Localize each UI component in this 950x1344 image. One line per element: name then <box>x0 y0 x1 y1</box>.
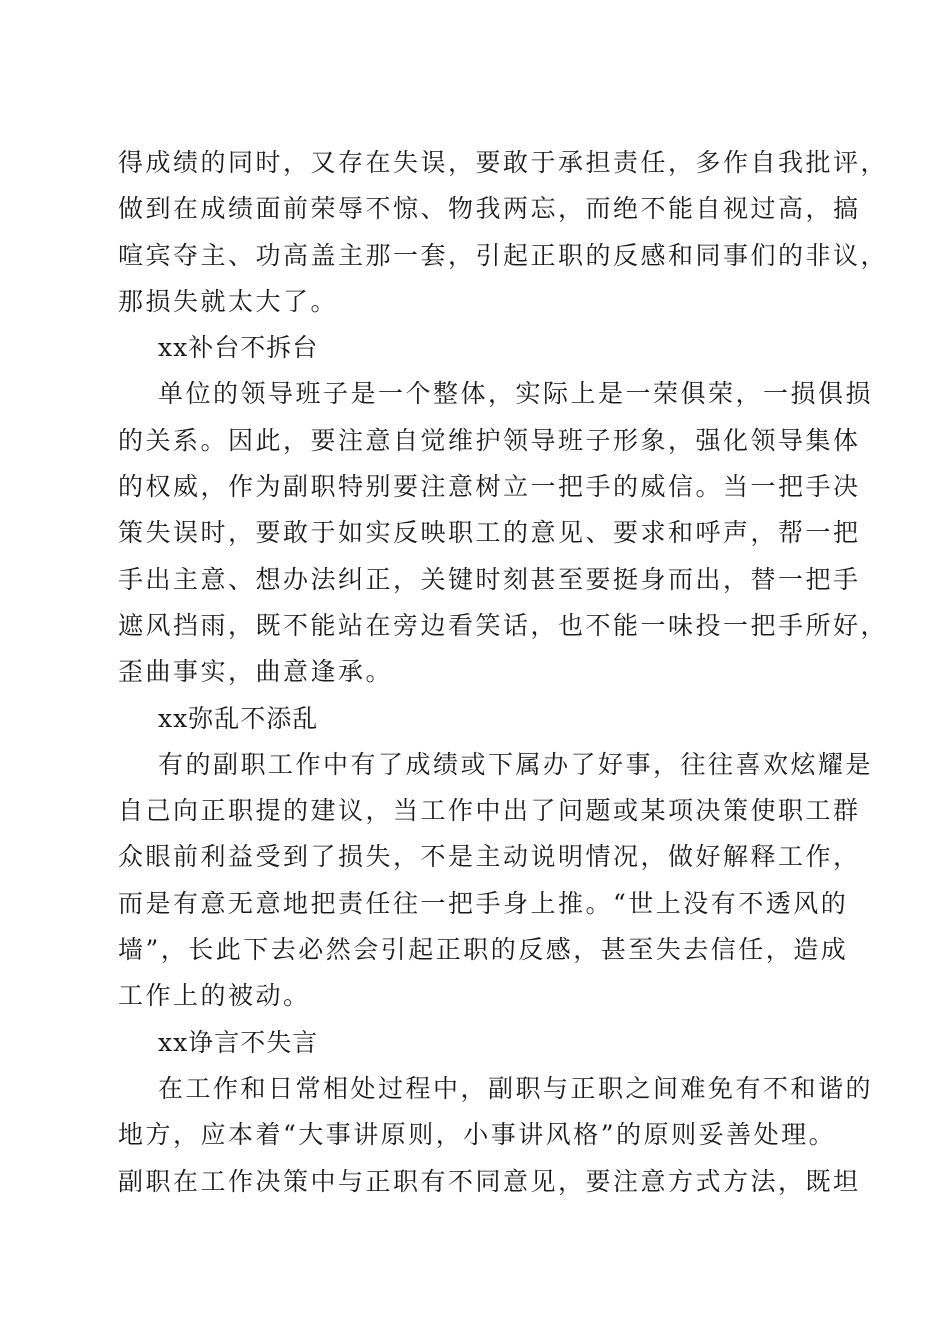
section-heading: xx诤言不失言 <box>158 1027 319 1057</box>
paragraph-line: 的权威，作为副职特别要注意树立一把手的威信。当一把手决 <box>118 472 861 502</box>
paragraph-line: 做到在成绩面前荣辱不惊、物我两忘，而绝不能自视过高，搞 <box>118 194 861 224</box>
paragraph-line: 歪曲事实，曲意逢承。 <box>118 657 394 687</box>
paragraph-line: 副职在工作决策中与正职有不同意见，要注意方式方法，既坦 <box>118 1166 861 1196</box>
paragraph-line: 自己向正职提的建议，当工作中出了问题或某项决策使职工群 <box>118 796 861 826</box>
paragraph-line: 在工作和日常相处过程中，副职与正职之间难免有不和谐的 <box>158 1073 874 1103</box>
section-heading: xx弥乱不添乱 <box>158 703 319 733</box>
paragraph-line: 得成绩的同时，又存在失误，要敢于承担责任，多作自我批评， <box>118 148 889 177</box>
paragraph-line: 地方，应本着“大事讲原则，小事讲风格”的原则妥善处理。 <box>118 1120 837 1150</box>
body-text <box>118 140 889 1205</box>
paragraph-line: 而是有意无意地把责任往一把手身上推。“世上没有不透风的 <box>118 888 849 918</box>
paragraph-line: 策失误时，要敢于如实反映职工的意见、要求和呼声，帮一把 <box>118 518 861 548</box>
paragraph-line: 墙”，长此下去必然会引起正职的反感，甚至失去信任，造成 <box>118 935 849 965</box>
paragraph-line: 有的副职工作中有了成绩或下属办了好事，往往喜欢炫耀是 <box>158 749 874 779</box>
paragraph-line: 手出主意、想办法纠正，关键时刻甚至要挺身而出，替一把手 <box>118 564 861 594</box>
section-heading: xx补台不拆台 <box>158 333 319 363</box>
paragraph-line: 遮风挡雨，既不能站在旁边看笑话，也不能一味投一把手所好， <box>118 610 889 640</box>
paragraph-line: 工作上的被动。 <box>118 981 311 1011</box>
paragraph-line: 的关系。因此，要注意自觉维护领导班子形象，强化领导集体 <box>118 425 861 455</box>
paragraph-line: 喧宾夺主、功高盖主那一套，引起正职的反感和同事们的非议， <box>118 240 889 270</box>
paragraph-line: 那损失就太大了。 <box>118 286 339 316</box>
paragraph-line: 众眼前利益受到了损失，不是主动说明情况，做好解释工作， <box>118 842 861 872</box>
paragraph-line: 单位的领导班子是一个整体，实际上是一荣俱荣，一损俱损 <box>158 379 874 409</box>
